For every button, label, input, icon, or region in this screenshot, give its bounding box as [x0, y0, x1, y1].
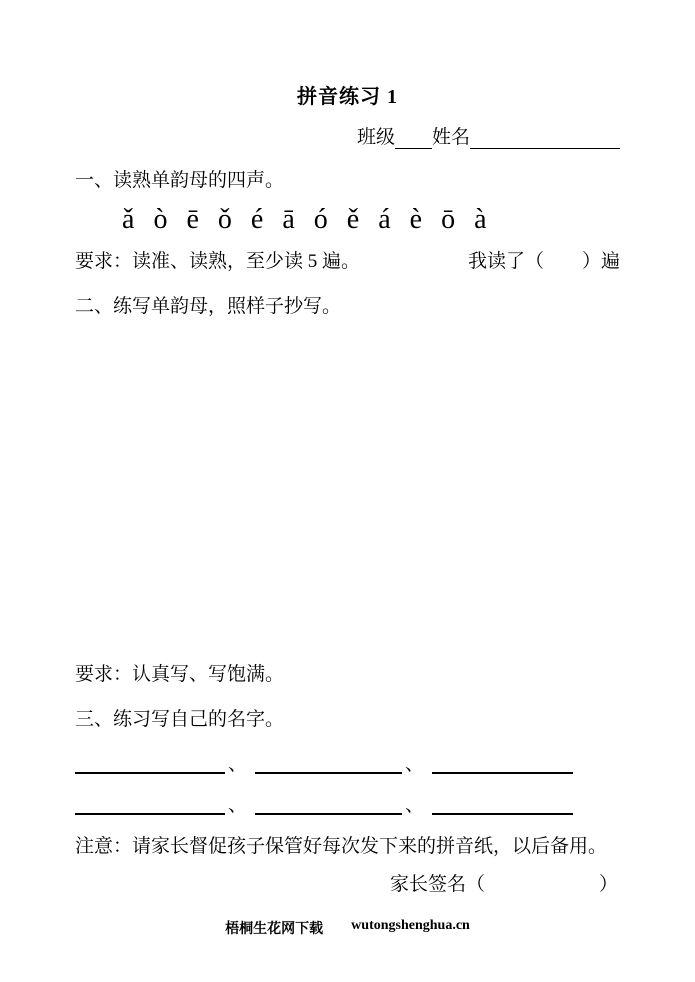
class-blank-line	[395, 129, 432, 149]
name-label: 姓名	[431, 127, 470, 148]
pinyin-letter: è	[409, 204, 423, 235]
footer-site-name: 梧桐生花网下载	[225, 922, 324, 937]
name-write-blank	[75, 795, 225, 815]
parent-signature-field: 家长签名（ ）	[390, 874, 619, 895]
class-label: 班级	[356, 127, 395, 148]
section1-requirement: 要求：读准、读熟，至少读 5 遍。	[75, 251, 361, 272]
name-blank-line	[470, 129, 620, 149]
pinyin-letter: ā	[282, 204, 295, 235]
pinyin-letter: ǒ	[217, 204, 232, 235]
section2-heading: 二、练写单韵母，照样子抄写。	[75, 296, 342, 317]
pinyin-letter: á	[378, 204, 391, 235]
pinyin-letter: ò	[153, 204, 168, 235]
parent-note: 注意：请家长督促孩子保管好每次发下来的拼音纸，以后备用。	[75, 836, 608, 857]
section1-heading: 一、读熟单韵母的四声。	[75, 170, 285, 191]
page-footer	[0, 918, 695, 938]
pinyin-letter: ē	[186, 204, 199, 235]
name-write-blank	[432, 795, 573, 815]
pinyin-letter: é	[250, 204, 264, 235]
section2-requirement: 要求：认真写、写饱满。	[75, 664, 285, 685]
page-title: 拼音练习 1	[297, 86, 398, 108]
name-practice-row	[75, 754, 573, 774]
pinyin-letter-row	[122, 203, 487, 237]
name-write-blank	[255, 754, 402, 774]
section3-heading: 三、练习写自己的名字。	[75, 709, 285, 730]
pinyin-letter: ě	[346, 204, 360, 235]
enumeration-comma: 、	[405, 754, 425, 775]
name-practice-row	[75, 795, 573, 815]
name-write-blank	[432, 754, 573, 774]
enumeration-comma: 、	[228, 795, 248, 816]
section1-requirement-row	[75, 251, 620, 273]
footer-site-url: wutongshenghua.cn	[351, 918, 470, 933]
pinyin-letter: ō	[441, 204, 456, 235]
pinyin-letter: à	[474, 204, 487, 235]
name-write-blank	[255, 795, 402, 815]
pinyin-letter: ǎ	[122, 204, 135, 235]
read-count-field: 我读了（ ）遍	[467, 251, 620, 272]
class-name-header	[357, 127, 620, 149]
name-write-blank	[75, 754, 225, 774]
pinyin-letter: ó	[313, 204, 328, 235]
enumeration-comma: 、	[405, 795, 425, 816]
enumeration-comma: 、	[228, 754, 248, 775]
